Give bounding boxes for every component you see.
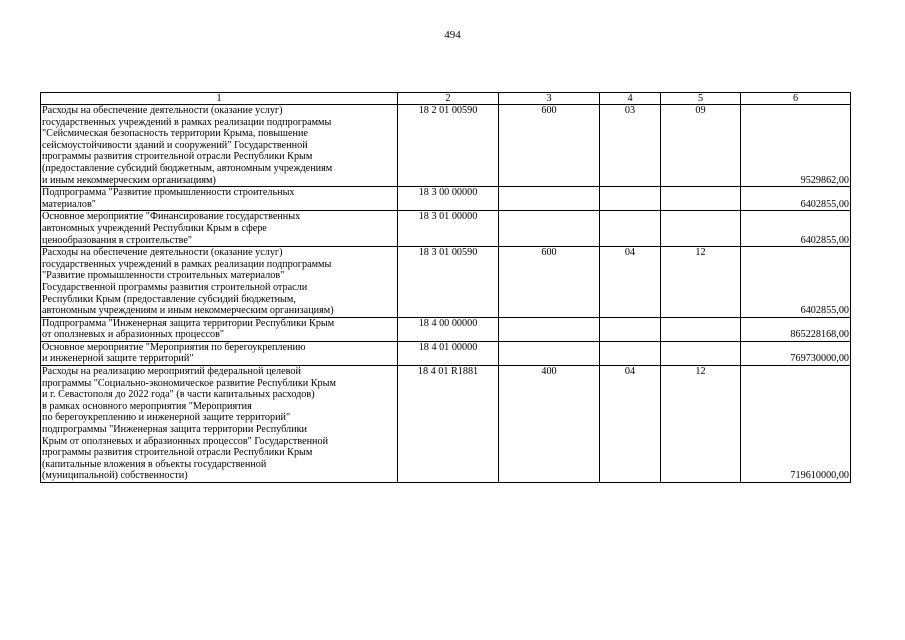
row-name: [41, 317, 398, 341]
row-group: [499, 341, 600, 365]
row-code: 18 4 01 R1881: [398, 366, 499, 483]
row-name-line: программы развития строительной отрасли Республики Крым: [42, 151, 313, 163]
row-group: [499, 211, 600, 247]
row-name-line: и г. Севастополя до 2022 года" (в части капитальных расходов): [42, 389, 315, 401]
row-code: 18 4 00 00000: [398, 317, 499, 341]
table-row: [41, 211, 851, 247]
row-subsection: 12: [661, 247, 741, 318]
row-name: [41, 366, 398, 483]
row-name-line: Расходы на обеспечение деятельности (оказание услуг): [42, 247, 283, 259]
row-name-line: автономным учреждениям и иным некоммерческим организациям): [42, 305, 334, 317]
row-section: [600, 317, 661, 341]
row-group: 600: [499, 105, 600, 187]
row-code: 18 3 00 00000: [398, 187, 499, 211]
row-code: 18 2 01 00590: [398, 105, 499, 187]
row-section: 04: [600, 366, 661, 483]
table-row: [41, 247, 851, 318]
row-name-line: Государственной программы развития строительной отрасли: [42, 281, 308, 293]
row-name-line: подпрограммы "Инженерная защита территории Республики: [42, 424, 307, 436]
row-name-line: от оползневых и абразионных процессов": [42, 329, 225, 341]
table-body: [41, 105, 851, 483]
row-name-line: автономных учреждений Республики Крым в сфере: [42, 222, 267, 234]
table-row: [41, 341, 851, 365]
row-name-line: Основное мероприятие "Мероприятия по берегоукреплению: [42, 341, 306, 353]
header-cell-section: 4: [600, 93, 661, 105]
row-code: 18 3 01 00000: [398, 211, 499, 247]
row-sum: 9529862,00: [741, 105, 851, 187]
row-name-line: (предоставление субсидий бюджетным, автономным учреждениям: [42, 162, 333, 174]
row-name-line: сейсмоустойчивости зданий и сооружений" Государственной: [42, 139, 308, 151]
row-name-line: государственных учреждений в рамках реализации подпрограммы: [42, 258, 332, 270]
row-subsection: [661, 317, 741, 341]
row-name-line: Расходы на обеспечение деятельности (оказание услуг): [42, 105, 283, 116]
row-subsection: 09: [661, 105, 741, 187]
row-group: 600: [499, 247, 600, 318]
row-name-line: программы развития строительной отрасли Республики Крым: [42, 447, 313, 459]
row-name-line: материалов": [42, 198, 96, 210]
row-name-line: (муниципальной) собственности): [42, 470, 188, 482]
row-name: [41, 341, 398, 365]
header-cell-sum: 6: [741, 93, 851, 105]
row-name-line: Основное мероприятие "Финансирование государственных: [42, 211, 301, 223]
row-sum: 719610000,00: [741, 366, 851, 483]
row-name-line: и инженерной защите территорий": [42, 353, 194, 365]
row-subsection: [661, 341, 741, 365]
row-name-line: "Развитие промышленности строительных материалов": [42, 270, 285, 282]
budget-table: [40, 92, 851, 483]
row-section: [600, 187, 661, 211]
row-name-line: Республики Крым (предоставление субсидий бюджетным,: [42, 293, 296, 305]
row-subsection: [661, 187, 741, 211]
row-name-line: Подпрограмма "Инженерная защита территории Республики Крым: [42, 317, 335, 329]
row-name-line: ценообразования в строительстве": [42, 234, 193, 246]
header-row: [41, 93, 851, 105]
row-code: 18 4 01 00000: [398, 341, 499, 365]
row-group: [499, 187, 600, 211]
row-sum: 865228168,00: [741, 317, 851, 341]
row-section: 04: [600, 247, 661, 318]
row-name-line: и иным некоммерческим организациям): [42, 174, 216, 186]
row-code: 18 3 01 00590: [398, 247, 499, 318]
row-subsection: 12: [661, 366, 741, 483]
row-name: [41, 247, 398, 318]
header-cell-subsection: 5: [661, 93, 741, 105]
table-row: [41, 105, 851, 187]
row-name-line: в рамках основного мероприятия "Мероприятия: [42, 400, 252, 412]
table-header: [41, 93, 851, 105]
row-group: [499, 317, 600, 341]
table-row: [41, 366, 851, 483]
row-subsection: [661, 211, 741, 247]
row-group: 400: [499, 366, 600, 483]
header-cell-group: 3: [499, 93, 600, 105]
row-section: [600, 211, 661, 247]
row-name: [41, 211, 398, 247]
row-name: [41, 105, 398, 187]
row-sum: 6402855,00: [741, 187, 851, 211]
row-section: [600, 341, 661, 365]
row-name-line: (капитальные вложения в объекты государственной: [42, 458, 267, 470]
row-name-line: государственных учреждений в рамках реализации подпрограммы: [42, 116, 332, 128]
page-number: 494: [444, 29, 461, 41]
row-name-line: "Сейсмическая безопасность территории Крыма, повышение: [42, 128, 308, 140]
row-sum: 6402855,00: [741, 211, 851, 247]
header-cell-code: 2: [398, 93, 499, 105]
row-sum: 6402855,00: [741, 247, 851, 318]
row-name-line: Крым от оползневых и абразионных процессов" Государственной: [42, 435, 329, 447]
row-name-line: по берегоукреплению и инженерной защите территорий": [42, 412, 291, 424]
table-row: [41, 317, 851, 341]
row-name-line: Расходы на реализацию мероприятий федеральной целевой: [42, 366, 301, 378]
row-name-line: программы "Социально-экономическое развитие Республики Крым: [42, 377, 336, 389]
row-name: [41, 187, 398, 211]
header-cell-name: 1: [41, 93, 398, 105]
table-row: [41, 187, 851, 211]
row-sum: 769730000,00: [741, 341, 851, 365]
row-name-line: Подпрограмма "Развитие промышленности строительных: [42, 187, 295, 199]
row-section: 03: [600, 105, 661, 187]
